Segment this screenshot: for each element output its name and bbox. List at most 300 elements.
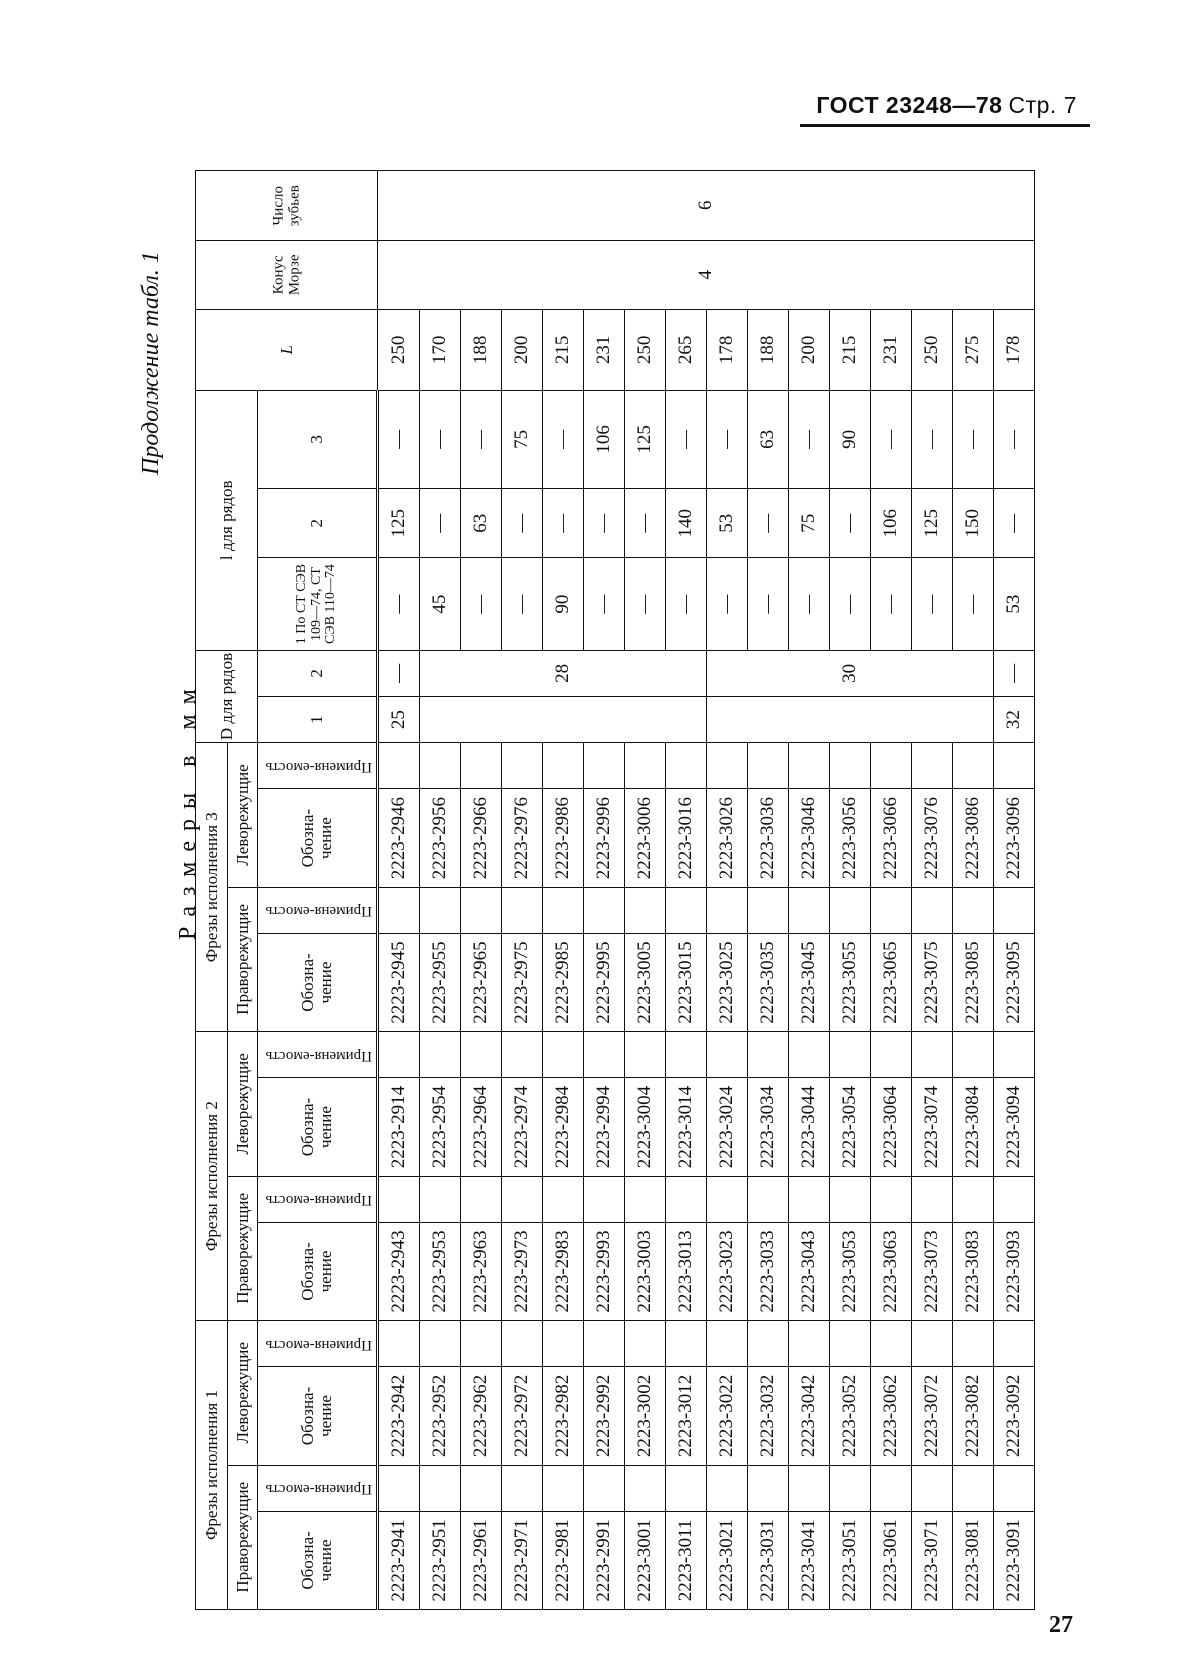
cell-prim: [584, 1032, 625, 1078]
cell-l1: —: [584, 558, 625, 650]
cell-prim: [584, 1176, 625, 1222]
cell-isp2-right: 2223-3063: [871, 1222, 912, 1320]
prim-1r: Применя-емость: [258, 1465, 378, 1511]
cell-L: 178: [707, 309, 748, 390]
cell-prim: [378, 743, 420, 789]
isp2-right: Праворежущие: [228, 1176, 258, 1320]
page-ref: Стр. 7: [1008, 92, 1077, 118]
cell-prim: [502, 887, 543, 933]
cell-prim: [461, 743, 502, 789]
cell-prim: [420, 1321, 461, 1367]
cell-L: 170: [420, 309, 461, 390]
table-row: [912, 171, 953, 1610]
cell-isp3-left: 2223-3046: [789, 789, 830, 887]
cell-prim: [953, 887, 994, 933]
L-header: L: [196, 309, 378, 390]
cell-D1: 25: [378, 697, 420, 743]
cell-prim: [378, 887, 420, 933]
cell-prim: [625, 1176, 666, 1222]
D-row2: 2: [258, 650, 378, 696]
cell-l2: 75: [789, 489, 830, 558]
cell-prim: [502, 1176, 543, 1222]
isp1-right: Праворежущие: [228, 1465, 258, 1609]
cell-prim: [543, 743, 584, 789]
cell-prim: [871, 1032, 912, 1078]
sizes-caption: Размеры в мм: [175, 679, 201, 940]
cell-prim: [584, 1321, 625, 1367]
cell-D1: [707, 697, 994, 743]
table-row: [502, 171, 543, 1610]
cell-l1: —: [953, 558, 994, 650]
group-isp2: Фрезы исполнения 2: [196, 1032, 228, 1321]
cell-prim: [871, 1465, 912, 1511]
table-row: [830, 171, 871, 1610]
cell-prim: [912, 743, 953, 789]
cell-L: 231: [584, 309, 625, 390]
cell-prim: [707, 887, 748, 933]
table-row: [378, 171, 420, 1610]
cell-prim: [625, 1321, 666, 1367]
prim-3r: Применя-емость: [258, 887, 378, 933]
cell-l3: —: [707, 390, 748, 488]
cell-isp1-right: 2223-3041: [789, 1511, 830, 1609]
cell-D1: [420, 697, 707, 743]
isp2-left: Леворежущие: [228, 1032, 258, 1176]
cell-isp1-right: 2223-3051: [830, 1511, 871, 1609]
cell-l3: 63: [748, 390, 789, 488]
cell-isp3-left: 2223-2996: [584, 789, 625, 887]
cell-isp3-right: 2223-2995: [584, 933, 625, 1031]
cell-prim: [543, 1321, 584, 1367]
cell-l1: —: [830, 558, 871, 650]
cell-isp2-left: 2223-3004: [625, 1078, 666, 1176]
cell-isp2-right: 2223-3093: [994, 1222, 1035, 1320]
table-body: [378, 171, 1035, 1610]
l-header: l для рядов: [196, 390, 258, 650]
cell-isp2-left: 2223-3064: [871, 1078, 912, 1176]
cell-l2: —: [625, 489, 666, 558]
table-row: [994, 171, 1035, 1610]
cell-prim: [871, 1176, 912, 1222]
cell-prim: [461, 1032, 502, 1078]
cell-prim: [994, 1465, 1035, 1511]
cell-prim: [871, 743, 912, 789]
table-row: [461, 171, 502, 1610]
cell-l2: —: [830, 489, 871, 558]
cell-l3: —: [461, 390, 502, 488]
cell-isp1-left: 2223-3062: [871, 1367, 912, 1465]
table-row: [584, 171, 625, 1610]
cell-isp1-right: 2223-3021: [707, 1511, 748, 1609]
cell-L: 250: [912, 309, 953, 390]
cell-prim: [502, 1032, 543, 1078]
cell-L: 231: [871, 309, 912, 390]
table-row: [625, 171, 666, 1610]
continuation-caption: Продолжение табл. 1: [138, 251, 164, 475]
group-isp1: Фрезы исполнения 1: [196, 1321, 228, 1610]
cell-prim: [830, 1321, 871, 1367]
cell-morse: 4: [378, 240, 1035, 309]
morse-header: Конус Морзе: [196, 240, 378, 309]
table-row: [748, 171, 789, 1610]
isp1-left: Леворежущие: [228, 1321, 258, 1465]
cell-prim: [461, 1465, 502, 1511]
cell-prim: [378, 1176, 420, 1222]
cell-prim: [994, 743, 1035, 789]
cell-isp1-left: 2223-2992: [584, 1367, 625, 1465]
D-header: D для рядов: [196, 650, 258, 742]
cell-isp2-left: 2223-2954: [420, 1078, 461, 1176]
dimensions-table: [195, 170, 1035, 1610]
cell-l2: —: [543, 489, 584, 558]
header-rule: [800, 124, 1090, 127]
cell-isp3-left: 2223-3006: [625, 789, 666, 887]
cell-l3: —: [953, 390, 994, 488]
cell-l3: —: [666, 390, 707, 488]
cell-l2: —: [502, 489, 543, 558]
cell-isp1-right: 2223-2991: [584, 1511, 625, 1609]
cell-prim: [789, 1176, 830, 1222]
cell-isp3-right: 2223-3075: [912, 933, 953, 1031]
cell-prim: [378, 1465, 420, 1511]
cell-prim: [871, 887, 912, 933]
cell-prim: [461, 1176, 502, 1222]
oboz-3r: Обозна-чение: [258, 933, 378, 1031]
cell-isp3-right: 2223-3025: [707, 933, 748, 1031]
table-row: [420, 171, 461, 1610]
cell-L: 200: [789, 309, 830, 390]
table-row: [953, 171, 994, 1610]
cell-prim: [830, 1032, 871, 1078]
cell-prim: [707, 1032, 748, 1078]
cell-l3: —: [420, 390, 461, 488]
cell-l1: —: [871, 558, 912, 650]
cell-isp3-left: 2223-3076: [912, 789, 953, 887]
cell-l3: 75: [502, 390, 543, 488]
cell-isp1-left: 2223-3082: [953, 1367, 994, 1465]
cell-isp1-right: 2223-3061: [871, 1511, 912, 1609]
cell-prim: [789, 1465, 830, 1511]
oboz-2l: Обозна-чение: [258, 1078, 378, 1176]
cell-isp1-left: 2223-2982: [543, 1367, 584, 1465]
cell-prim: [912, 1176, 953, 1222]
cell-l1: —: [625, 558, 666, 650]
cell-isp2-right: 2223-2953: [420, 1222, 461, 1320]
cell-isp2-right: 2223-3013: [666, 1222, 707, 1320]
cell-L: 178: [994, 309, 1035, 390]
cell-prim: [666, 1176, 707, 1222]
cell-isp3-left: 2223-3016: [666, 789, 707, 887]
cell-prim: [461, 887, 502, 933]
cell-l1: —: [789, 558, 830, 650]
cell-prim: [707, 1321, 748, 1367]
l-row1: 1 По СТ СЭВ 109—74, СТ СЭВ 110—74: [258, 558, 378, 650]
cell-isp2-left: 2223-3054: [830, 1078, 871, 1176]
cell-D2: —: [378, 650, 420, 696]
cell-prim: [789, 1032, 830, 1078]
cell-L: 188: [461, 309, 502, 390]
cell-prim: [912, 887, 953, 933]
table-row: [789, 171, 830, 1610]
cell-prim: [994, 1321, 1035, 1367]
cell-isp2-right: 2223-3033: [748, 1222, 789, 1320]
cell-prim: [502, 1465, 543, 1511]
cell-prim: [748, 1465, 789, 1511]
cell-isp2-left: 2223-3014: [666, 1078, 707, 1176]
cell-isp2-right: 2223-2983: [543, 1222, 584, 1320]
cell-isp1-left: 2223-3002: [625, 1367, 666, 1465]
cell-prim: [584, 1465, 625, 1511]
cell-prim: [420, 743, 461, 789]
cell-l3: —: [871, 390, 912, 488]
cell-prim: [994, 1176, 1035, 1222]
cell-isp3-left: 2223-2976: [502, 789, 543, 887]
table-row: [871, 171, 912, 1610]
cell-l1: —: [502, 558, 543, 650]
cell-prim: [502, 743, 543, 789]
cell-L: 188: [748, 309, 789, 390]
cell-l3: —: [994, 390, 1035, 488]
cell-prim: [707, 1176, 748, 1222]
cell-isp3-right: 2223-3015: [666, 933, 707, 1031]
cell-isp3-left: 2223-2956: [420, 789, 461, 887]
cell-l2: 125: [378, 489, 420, 558]
cell-prim: [789, 743, 830, 789]
cell-isp1-right: 2223-3071: [912, 1511, 953, 1609]
cell-l3: 106: [584, 390, 625, 488]
cell-isp2-right: 2223-3023: [707, 1222, 748, 1320]
cell-l1: —: [666, 558, 707, 650]
cell-prim: [666, 1321, 707, 1367]
group-isp3: Фрезы исполнения 3: [196, 743, 228, 1032]
prim-3l: Применя-емость: [258, 743, 378, 789]
cell-isp2-left: 2223-3094: [994, 1078, 1035, 1176]
cell-L: 215: [543, 309, 584, 390]
cell-prim: [543, 887, 584, 933]
cell-prim: [378, 1032, 420, 1078]
cell-isp3-left: 2223-2986: [543, 789, 584, 887]
cell-isp3-right: 2223-2975: [502, 933, 543, 1031]
cell-D1: 32: [994, 697, 1035, 743]
cell-D2-merged: 28: [420, 650, 707, 696]
cell-isp2-left: 2223-2974: [502, 1078, 543, 1176]
page-number: 27: [1049, 1612, 1073, 1638]
cell-isp1-left: 2223-3042: [789, 1367, 830, 1465]
cell-isp3-right: 2223-3035: [748, 933, 789, 1031]
oboz-1l: Обозна-чение: [258, 1367, 378, 1465]
cell-isp2-right: 2223-3053: [830, 1222, 871, 1320]
cell-prim: [666, 743, 707, 789]
cell-isp3-right: 2223-3085: [953, 933, 994, 1031]
cell-l2: 125: [912, 489, 953, 558]
cell-l1: —: [912, 558, 953, 650]
cell-isp2-right: 2223-2973: [502, 1222, 543, 1320]
cell-prim: [584, 887, 625, 933]
cell-l3: —: [378, 390, 420, 488]
cell-isp1-right: 2223-3011: [666, 1511, 707, 1609]
cell-prim: [666, 1032, 707, 1078]
cell-L: 265: [666, 309, 707, 390]
cell-isp3-right: 2223-3095: [994, 933, 1035, 1031]
cell-isp1-right: 2223-3031: [748, 1511, 789, 1609]
cell-prim: [912, 1032, 953, 1078]
prim-2l: Применя-емость: [258, 1032, 378, 1078]
cell-isp2-right: 2223-3043: [789, 1222, 830, 1320]
cell-isp3-right: 2223-2985: [543, 933, 584, 1031]
cell-l3: —: [912, 390, 953, 488]
cell-isp1-left: 2223-3032: [748, 1367, 789, 1465]
cell-prim: [625, 887, 666, 933]
cell-l3: —: [543, 390, 584, 488]
cell-l2: —: [584, 489, 625, 558]
cell-prim: [420, 1465, 461, 1511]
cell-prim: [994, 887, 1035, 933]
cell-isp1-right: 2223-2951: [420, 1511, 461, 1609]
cell-prim: [953, 1465, 994, 1511]
cell-isp3-left: 2223-2966: [461, 789, 502, 887]
cell-isp3-right: 2223-3055: [830, 933, 871, 1031]
cell-L: 200: [502, 309, 543, 390]
cell-l3: 125: [625, 390, 666, 488]
cell-prim: [543, 1176, 584, 1222]
cell-isp1-left: 2223-2952: [420, 1367, 461, 1465]
cell-isp2-right: 2223-3083: [953, 1222, 994, 1320]
cell-isp3-left: 2223-2946: [378, 789, 420, 887]
cell-isp3-left: 2223-3056: [830, 789, 871, 887]
cell-isp3-left: 2223-3026: [707, 789, 748, 887]
cell-isp1-left: 2223-2962: [461, 1367, 502, 1465]
oboz-1r: Обозна-чение: [258, 1511, 378, 1609]
cell-L: 250: [378, 309, 420, 390]
cell-isp3-left: 2223-3036: [748, 789, 789, 887]
cell-isp3-left: 2223-3066: [871, 789, 912, 887]
cell-prim: [420, 887, 461, 933]
table-row: [707, 171, 748, 1610]
cell-isp3-left: 2223-3096: [994, 789, 1035, 887]
cell-prim: [748, 1032, 789, 1078]
cell-prim: [830, 1465, 871, 1511]
cell-prim: [420, 1176, 461, 1222]
cell-prim: [748, 887, 789, 933]
cell-l1: 90: [543, 558, 584, 650]
cell-isp2-left: 2223-3044: [789, 1078, 830, 1176]
cell-prim: [994, 1032, 1035, 1078]
cell-l1: —: [461, 558, 502, 650]
cell-isp3-right: 2223-2955: [420, 933, 461, 1031]
cell-isp3-right: 2223-3065: [871, 933, 912, 1031]
cell-prim: [378, 1321, 420, 1367]
cell-isp2-left: 2223-2964: [461, 1078, 502, 1176]
cell-isp2-left: 2223-3084: [953, 1078, 994, 1176]
cell-l1: 45: [420, 558, 461, 650]
cell-isp3-right: 2223-3005: [625, 933, 666, 1031]
cell-l2: 140: [666, 489, 707, 558]
cell-prim: [748, 1321, 789, 1367]
cell-prim: [502, 1321, 543, 1367]
cell-prim: [625, 1465, 666, 1511]
cell-l2: 53: [707, 489, 748, 558]
cell-prim: [543, 1465, 584, 1511]
cell-prim: [748, 743, 789, 789]
cell-isp1-left: 2223-2942: [378, 1367, 420, 1465]
D-row1: 1: [258, 697, 378, 743]
cell-isp1-right: 2223-3091: [994, 1511, 1035, 1609]
cell-isp3-right: 2223-3045: [789, 933, 830, 1031]
cell-prim: [625, 1032, 666, 1078]
cell-isp2-left: 2223-3074: [912, 1078, 953, 1176]
cell-isp2-left: 2223-2914: [378, 1078, 420, 1176]
isp3-left: Леворежущие: [228, 743, 258, 887]
cell-prim: [830, 887, 871, 933]
cell-isp1-right: 2223-3081: [953, 1511, 994, 1609]
cell-teeth: 6: [378, 171, 1035, 241]
isp3-right: Праворежущие: [228, 887, 258, 1031]
cell-isp3-right: 2223-2945: [378, 933, 420, 1031]
cell-isp2-right: 2223-2963: [461, 1222, 502, 1320]
cell-isp2-right: 2223-3003: [625, 1222, 666, 1320]
cell-prim: [707, 743, 748, 789]
cell-l1: —: [707, 558, 748, 650]
cell-prim: [420, 1032, 461, 1078]
gost-number: ГОСТ 23248—78: [816, 92, 1003, 118]
prim-1l: Применя-емость: [258, 1321, 378, 1367]
cell-prim: [830, 1176, 871, 1222]
cell-D2: —: [994, 650, 1035, 696]
cell-l2: 150: [953, 489, 994, 558]
cell-isp1-right: 2223-2941: [378, 1511, 420, 1609]
page-header: [816, 92, 1077, 119]
cell-prim: [584, 743, 625, 789]
cell-l2: 106: [871, 489, 912, 558]
l-row2: 2: [258, 489, 378, 558]
cell-prim: [666, 887, 707, 933]
teeth-header: Число зубьев: [196, 171, 378, 241]
cell-l2: —: [994, 489, 1035, 558]
l-row3: 3: [258, 390, 378, 488]
cell-l2: —: [748, 489, 789, 558]
cell-prim: [953, 1032, 994, 1078]
cell-prim: [912, 1321, 953, 1367]
cell-isp1-right: 2223-2981: [543, 1511, 584, 1609]
cell-prim: [543, 1032, 584, 1078]
cell-isp1-left: 2223-2972: [502, 1367, 543, 1465]
cell-L: 275: [953, 309, 994, 390]
cell-isp3-right: 2223-2965: [461, 933, 502, 1031]
cell-isp2-right: 2223-2993: [584, 1222, 625, 1320]
cell-prim: [707, 1465, 748, 1511]
table-row: [666, 171, 707, 1610]
cell-l2: —: [420, 489, 461, 558]
cell-isp2-left: 2223-3024: [707, 1078, 748, 1176]
cell-prim: [789, 1321, 830, 1367]
cell-prim: [871, 1321, 912, 1367]
cell-prim: [789, 887, 830, 933]
cell-isp2-right: 2223-2943: [378, 1222, 420, 1320]
cell-isp2-right: 2223-3073: [912, 1222, 953, 1320]
cell-isp2-left: 2223-3034: [748, 1078, 789, 1176]
cell-isp1-left: 2223-3092: [994, 1367, 1035, 1465]
cell-prim: [748, 1176, 789, 1222]
cell-prim: [625, 743, 666, 789]
cell-isp2-left: 2223-2994: [584, 1078, 625, 1176]
cell-l2: 63: [461, 489, 502, 558]
cell-isp1-right: 2223-3001: [625, 1511, 666, 1609]
cell-L: 250: [625, 309, 666, 390]
cell-l3: —: [789, 390, 830, 488]
cell-prim: [953, 743, 994, 789]
cell-l1: 53: [994, 558, 1035, 650]
cell-prim: [461, 1321, 502, 1367]
